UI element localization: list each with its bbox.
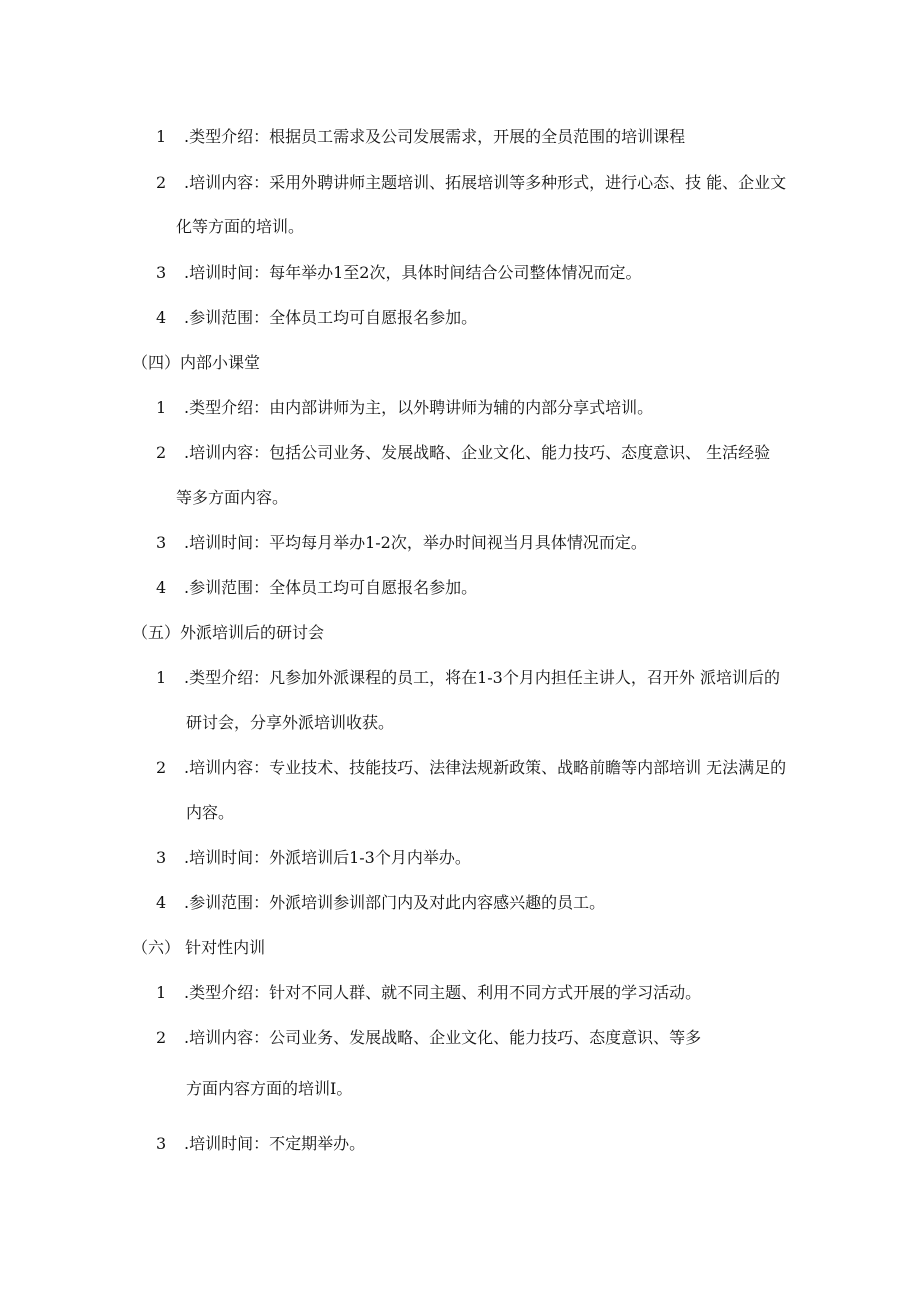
continuation-line: 研讨会，分享外派培训收获。: [186, 713, 395, 732]
list-item: [156, 578, 477, 598]
section-heading: （六） 针对性内训: [132, 938, 266, 957]
item-text: .类型介绍：根据员工需求及公司发展需求，开展的全员范围的培训课程: [184, 127, 686, 146]
section-heading: （四）内部小课堂: [132, 353, 261, 372]
item-number: 4: [156, 578, 167, 597]
item-number: 3: [156, 533, 167, 552]
list-item: [156, 308, 477, 328]
list-item: [156, 893, 605, 913]
list-item: [156, 127, 685, 147]
item-number: 2: [156, 173, 167, 192]
item-text: .类型介绍：凡参加外派课程的员工，将在1-3个月内担任主讲人，召开外 派培训后的: [184, 668, 780, 687]
item-number: 1: [156, 668, 167, 687]
continuation-line: 方面内容方面的培训I。: [186, 1079, 353, 1098]
continuation-line: 内容。: [186, 803, 235, 822]
list-item: [156, 533, 647, 553]
list-item: [156, 1134, 365, 1154]
item-text: .培训时间：不定期举办。: [184, 1134, 366, 1153]
list-item: [156, 758, 786, 778]
item-number: 4: [156, 893, 167, 912]
item-text: .类型介绍：针对不同人群、就不同主题、利用不同方式开展的学习活动。: [184, 983, 702, 1002]
list-item: [156, 398, 653, 418]
item-number: 3: [156, 848, 167, 867]
item-text: .参训范围：全体员工均可自愿报名参加。: [184, 308, 478, 327]
item-text: .培训内容：专业技术、技能技巧、法律法规新政策、战略前瞻等内部培训 无法满足的: [184, 758, 787, 777]
list-item: [156, 983, 701, 1003]
continuation-line: 化等方面的培训。: [176, 217, 305, 236]
list-item: [156, 1028, 701, 1048]
item-text: .类型介绍：由内部讲师为主，以外聘讲师为辅的内部分享式培训。: [184, 398, 654, 417]
item-number: 3: [156, 263, 167, 282]
list-item: [156, 173, 786, 193]
item-text: .培训内容：采用外聘讲师主题培训、拓展培训等多种形式，进行心态、技 能、企业文: [184, 173, 787, 192]
item-text: .培训时间：平均每月举办1-2次，举办时间视当月具体情况而定。: [184, 533, 647, 552]
item-number: 1: [156, 127, 167, 146]
item-text: .培训时间：每年举办1至2次，具体时间结合公司整体情况而定。: [184, 263, 642, 282]
item-number: 2: [156, 1028, 167, 1047]
item-number: 3: [156, 1134, 167, 1153]
list-item: [156, 848, 471, 868]
section-heading: （五）外派培训后的研讨会: [132, 623, 325, 642]
item-number: 1: [156, 398, 167, 417]
list-item: [156, 443, 770, 463]
list-item: [156, 668, 780, 688]
item-number: 2: [156, 443, 167, 462]
item-text: .参训范围：全体员工均可自愿报名参加。: [184, 578, 478, 597]
item-number: 1: [156, 983, 167, 1002]
item-number: 4: [156, 308, 167, 327]
item-number: 2: [156, 758, 167, 777]
item-text: .培训内容：公司业务、发展战略、企业文化、能力技巧、态度意识、等多: [184, 1028, 702, 1047]
continuation-line: 等多方面内容。: [176, 488, 289, 507]
item-text: .培训时间：外派培训后1-3个月内举办。: [184, 848, 471, 867]
item-text: .参训范围：外派培训参训部门内及对此内容感兴趣的员工。: [184, 893, 606, 912]
list-item: [156, 263, 641, 283]
item-text: .培训内容：包括公司业务、发展战略、企业文化、能力技巧、态度意识、 生活经验: [184, 443, 771, 462]
